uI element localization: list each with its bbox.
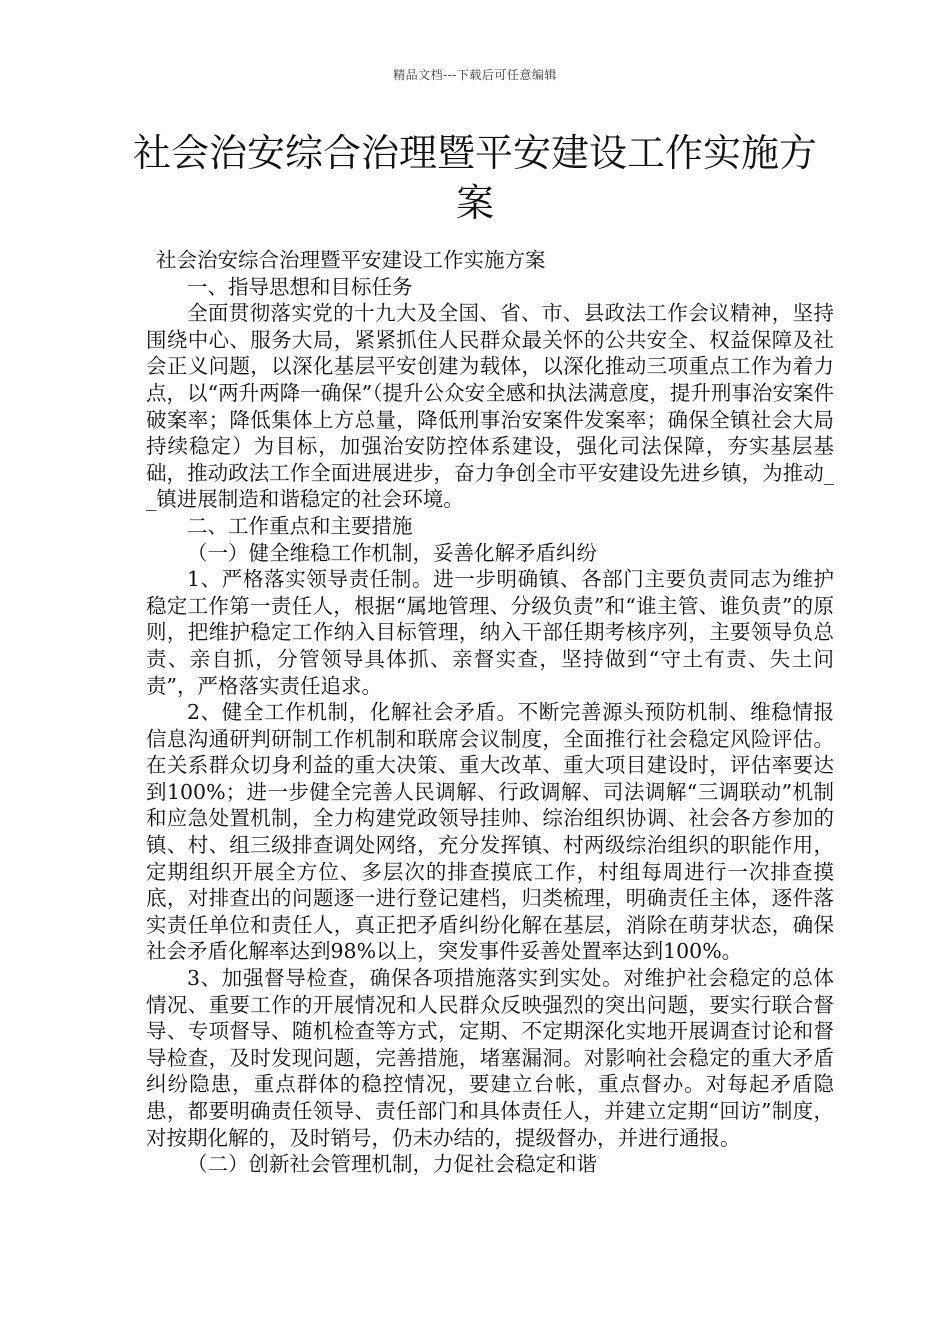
subsection-heading-2: （二）创新社会管理机制，力促社会稳定和谐 bbox=[187, 1152, 597, 1177]
subsection-heading-1: （一）健全维稳工作机制，妥善化解矛盾纠纷 bbox=[187, 540, 597, 565]
paragraph-item-2: 2、健全工作机制，化解社会矛盾。不断完善源头预防机制、维稳情报信息沟通研判研制工作机制和联席会议制度，全面推行社会稳定风险评估。在关系群众切身利益的重大决策、重大改革、重大项目建设时，评估率要达到100%；进一步健全完善人民调解、行政调解、司法调解“三调联动”机制和应急处置机制，全力构建党政领导挂帅、综治组织协调、社会各方参加的镇、村、组三级排查调处网络，充分发挥镇、村两级综治组织的职能作用，定期组织开展全方位、多层次的排查摸底工作，村组每周进行一次排查摸底，对排查出的问题逐一进行登记建档，归类梳理，明确责任主体，逐件落实责任单位和责任人，真正把矛盾纠纷化解在基层，消除在萌芽状态，确保社会矛盾化解率达到98%以上，突发事件妥善处置率达到100%。 bbox=[146, 700, 834, 964]
section-heading-1: 一、指导思想和目标任务 bbox=[187, 274, 413, 299]
document-subtitle: 社会治安综合治理暨平安建设工作实施方案 bbox=[156, 248, 546, 272]
document-title: 社会治安综合治理暨平安建设工作实施方案 bbox=[132, 131, 817, 225]
paragraph-item-3: 3、加强督导检查，确保各项措施落实到实处。对维护社会稳定的总体情况、重要工作的开展情况和人民群众反映强烈的突出问题，要实行联合督导、专项督导、随机检查等方式，定期、不定期深化实地开展调查讨论和督导检查，及时发现问题，完善措施，堵塞漏洞。对影响社会稳定的重大矛盾纠纷隐患，重点群体的稳控情况，要建立台帐，重点督办。对每起矛盾隐患，都要明确责任领导、责任部门和具体责任人，并建立定期“回访”制度，对按期化解的，及时销号，仍未办结的，提级督办，并进行通报。 bbox=[146, 966, 834, 1150]
document-body bbox=[146, 247, 834, 1178]
section-heading-2: 二、工作重点和主要措施 bbox=[187, 513, 413, 538]
paragraph-item-1: 1、严格落实领导责任制。进一步明确镇、各部门主要负责同志为维护稳定工作第一责任人，根据“属地管理、分级负责”和“谁主管、谁负责”的原则，把维护稳定工作纳入目标管理，纳入干部任期考核序列，主要领导负总责、亲自抓，分管领导具体抓、亲督实查，坚持做到“守土有责、失土问责”，严格落实责任追求。 bbox=[146, 567, 834, 698]
header-note: 精品文档---下载后可任意编辑 bbox=[393, 68, 557, 82]
paragraph-guiding-principles: 全面贯彻落实党的十九大及全国、省、市、县政法工作会议精神，坚持围绕中心、服务大局，紧紧抓住人民群众最关怀的公共安全、权益保障及社会正义问题，以深化基层平安创建为载体，以深化推动三项重点工作为着力点，以“两升两降一确保”（提升公众安全感和执法满意度，提升刑事治安案件破案率；降低集体上方总量，降低刑事治安案件发案率；确保全镇社会大局持续稳定）为目标，加强治安防控体系建设，强化司法保障，夯实基层基础，推动政法工作全面进展进步，奋力争创全市平安建设先进乡镇，为推动__镇进展制造和谐稳定的社会环境。 bbox=[146, 301, 834, 512]
